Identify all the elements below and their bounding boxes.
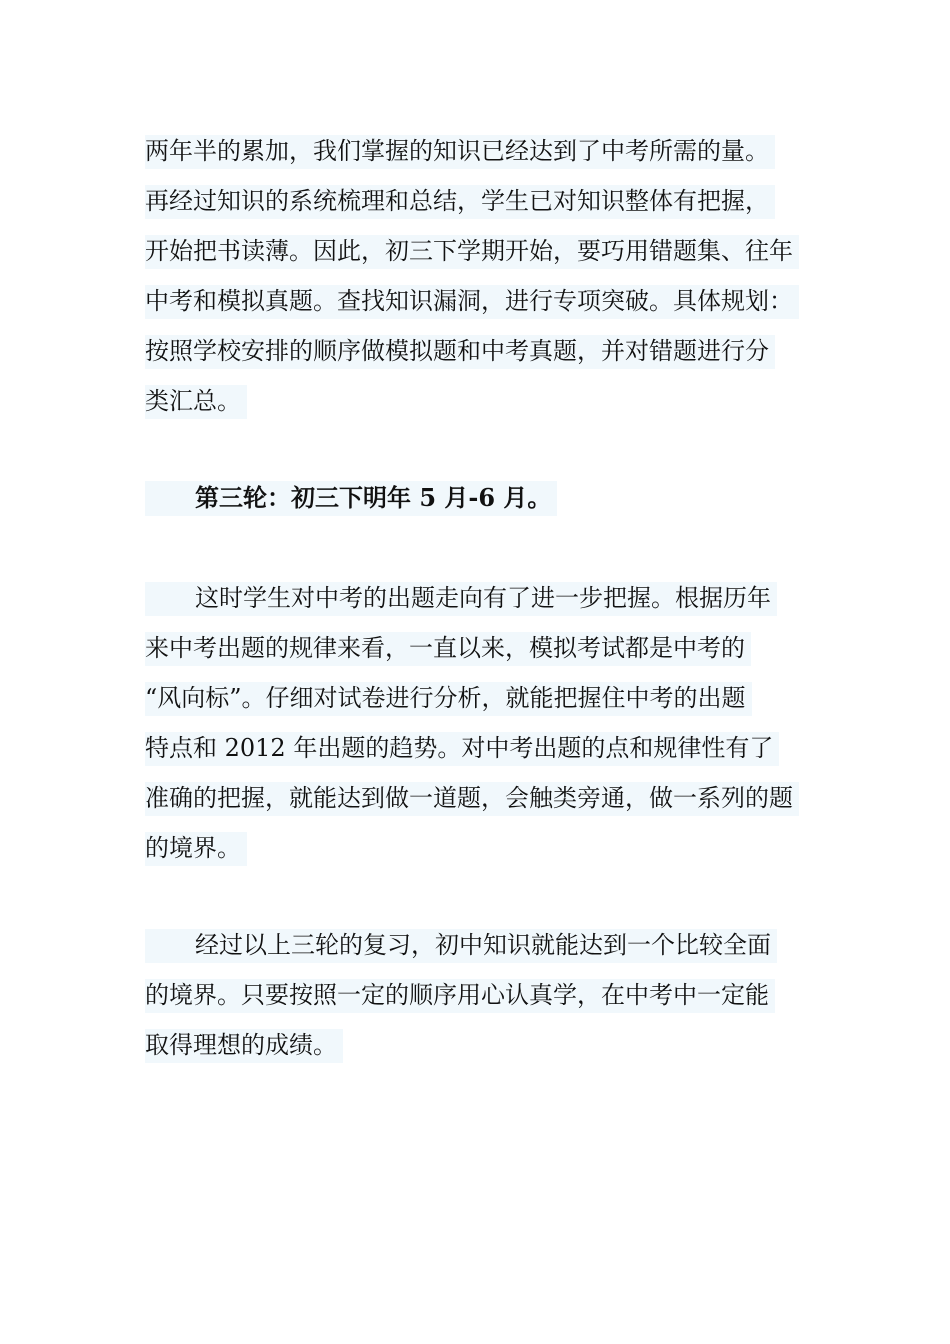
text-line (145, 773, 810, 823)
text-line (145, 376, 810, 426)
line-text: 来中考出题的规律来看，一直以来，模拟考试都是中考的 (145, 632, 751, 666)
line-text: 取得理想的成绩。 (145, 1029, 343, 1063)
text-line (145, 673, 810, 723)
text-line (145, 723, 810, 773)
text-line (145, 226, 810, 276)
paragraph-conclusion (145, 920, 810, 1070)
text-line (145, 1020, 810, 1070)
line-text: 的境界。 (145, 832, 247, 866)
line-text: 的境界。只要按照一定的顺序用心认真学，在中考中一定能 (145, 979, 775, 1013)
text-line (145, 970, 810, 1020)
line-text: 经过以上三轮的复习，初中知识就能达到一个比较全面 (145, 929, 777, 963)
heading-line (145, 473, 810, 523)
line-text: 准确的把握，就能达到做一道题，会触类旁通，做一系列的题 (145, 782, 799, 816)
section-heading-round-three (145, 473, 810, 523)
line-text: 两年半的累加，我们掌握的知识已经达到了中考所需的量。 (145, 135, 775, 169)
line-text: “风向标”。仔细对试卷进行分析，就能把握住中考的出题 (145, 682, 752, 716)
text-line (145, 126, 810, 176)
paragraph-round-three (145, 573, 810, 873)
line-text: 按照学校安排的顺序做模拟题和中考真题，并对错题进行分 (145, 335, 775, 369)
text-line (145, 573, 810, 623)
text-line (145, 623, 810, 673)
paragraph-review-summary (145, 126, 810, 426)
text-line (145, 326, 810, 376)
line-text: 类汇总。 (145, 385, 247, 419)
line-text: 中考和模拟真题。查找知识漏洞，进行专项突破。具体规划： (145, 285, 799, 319)
text-line (145, 276, 810, 326)
heading-text: 第三轮：初三下明年 5 月-6 月。 (145, 481, 557, 516)
text-line (145, 176, 810, 226)
line-text: 再经过知识的系统梳理和总结，学生已对知识整体有把握， (145, 185, 775, 219)
line-text: 开始把书读薄。因此，初三下学期开始，要巧用错题集、往年 (145, 235, 799, 269)
text-line (145, 823, 810, 873)
line-text: 这时学生对中考的出题走向有了进一步把握。根据历年 (145, 582, 777, 616)
text-line (145, 920, 810, 970)
line-text: 特点和 2012 年出题的趋势。对中考出题的点和规律性有了 (145, 732, 779, 766)
